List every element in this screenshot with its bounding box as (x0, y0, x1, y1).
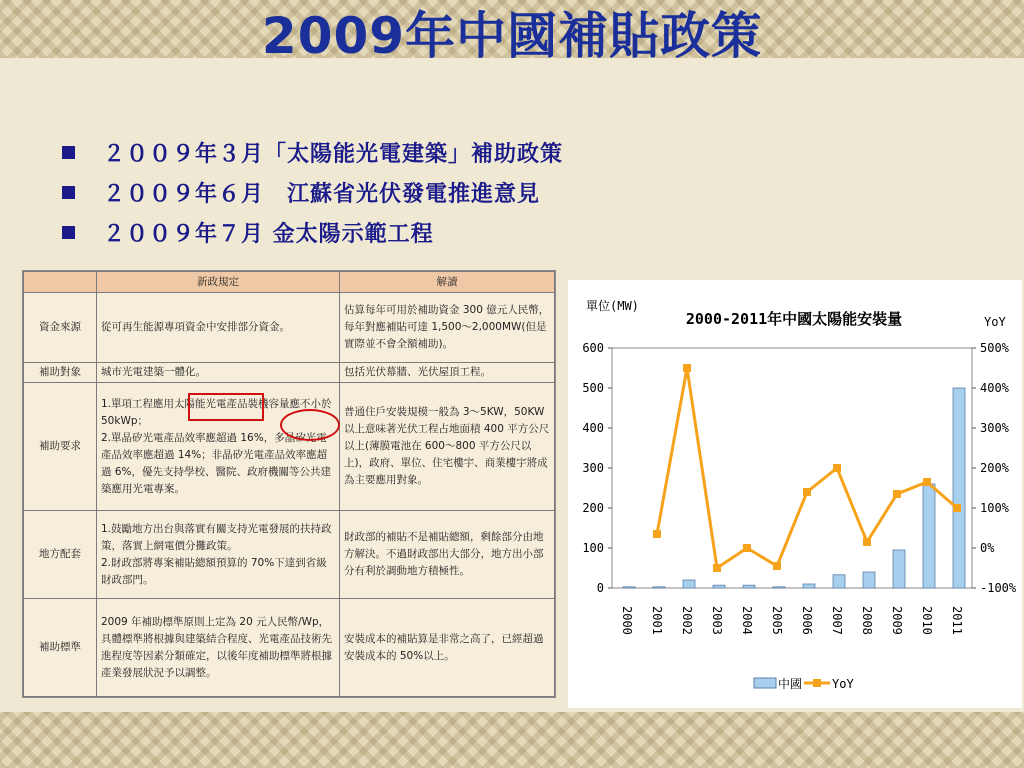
y2-tick-label: 500% (980, 341, 1009, 355)
bar-2003 (713, 585, 725, 588)
y-tick-label: 400 (582, 421, 604, 435)
row-label: 資金來源 (24, 293, 97, 363)
note-cell: 包括光伏幕牆、光伏屋頂工程。 (340, 363, 555, 383)
rule-cell: 城市光電建築一體化。 (97, 363, 340, 383)
bar-2010 (923, 484, 935, 588)
header-cell: 新政規定 (97, 272, 340, 293)
y-axis-label: 單位(MW) (586, 299, 639, 313)
policy-table (22, 270, 556, 698)
yoy-point-2005 (773, 562, 781, 570)
bar-2009 (893, 550, 905, 588)
square-bullet-icon (62, 146, 75, 159)
y-tick-label: 100 (582, 541, 604, 555)
bar-2007 (833, 575, 845, 588)
x-tick-label: 2011 (950, 606, 964, 635)
legend-bar-swatch (754, 678, 776, 688)
bar-2011 (953, 388, 965, 588)
yoy-point-2006 (803, 488, 811, 496)
legend-label: YoY (832, 677, 854, 691)
y2-tick-label: 200% (980, 461, 1009, 475)
yoy-point-2007 (833, 464, 841, 472)
yoy-point-2011 (953, 504, 961, 512)
bullet-item (62, 172, 563, 212)
table-header-row (24, 272, 555, 293)
note-cell: 普通住戶安裝規模一般為 3～5KW，50KW 以上意味著光伏工程占地面積 400 平方公尺以上(薄膜電池在 600～800 平方公尺以上)，政府、單位、住宅樓宇、商業樓宇將成為主要應用對象。 (340, 383, 555, 511)
y-tick-label: 500 (582, 381, 604, 395)
bar-2008 (863, 572, 875, 588)
bar-2000 (623, 587, 635, 588)
bullet-text: ２００９年３月「太陽能光電建築」補助政策 (103, 141, 564, 167)
x-tick-label: 2002 (680, 606, 694, 635)
x-tick-label: 2006 (800, 606, 814, 635)
note-cell: 估算每年可用於補助資金 300 億元人民幣，每年對應補貼可達 1,500～2,000MW(但是實際並不會全額補助)。 (340, 293, 555, 363)
bar-2004 (743, 585, 755, 588)
bullet-item (62, 132, 563, 172)
yoy-point-2003 (713, 564, 721, 572)
bar-2006 (803, 584, 815, 588)
table-row (24, 293, 555, 363)
y-tick-label: 300 (582, 461, 604, 475)
yoy-point-2004 (743, 544, 751, 552)
y2-tick-label: 0% (980, 541, 995, 555)
y-tick-label: 200 (582, 501, 604, 515)
bullet-text: ２００９年７月 金太陽示範工程 (103, 221, 434, 247)
note-cell: 財政部的補貼不是補貼總額，剩餘部分由地方解決。不過財政部出大部分，地方出小部分有利於調動地方積極性。 (340, 511, 555, 599)
yoy-point-2001 (653, 530, 661, 538)
bar-2001 (653, 587, 665, 588)
y-tick-label: 0 (596, 581, 604, 595)
plot-frame (612, 348, 972, 588)
bullet-list (62, 132, 563, 252)
x-tick-label: 2009 (890, 606, 904, 635)
bullet-item (62, 212, 563, 252)
yoy-point-2009 (893, 490, 901, 498)
y2-tick-label: 400% (980, 381, 1009, 395)
x-tick-label: 2003 (710, 606, 724, 635)
yoy-line (657, 368, 957, 568)
yoy-point-2002 (683, 364, 691, 372)
rule-cell: 1.鼓勵地方出台與落實有關支持光電發展的扶持政策，落實上網電價分攤政策。 2.財政部將專案補貼總額預算的 70%下達到省級財政部門。 (97, 511, 340, 599)
table-row (24, 599, 555, 697)
y2-tick-label: 100% (980, 501, 1009, 515)
red-rectangle-highlight (188, 393, 264, 421)
row-label: 補助對象 (24, 363, 97, 383)
bottom-pattern-band (0, 712, 1024, 768)
legend-label: 中國 (778, 677, 803, 691)
x-tick-label: 2008 (860, 606, 874, 635)
y2-axis-label: YoY (984, 315, 1006, 329)
row-label: 補助標準 (24, 599, 97, 697)
square-bullet-icon (62, 226, 75, 239)
slide-title: 2009年中國補貼政策 (261, 7, 763, 65)
table-row (24, 511, 555, 599)
yoy-point-2010 (923, 478, 931, 486)
chart-svg (568, 280, 1022, 708)
rule-cell: 從可再生能源專項資金中安排部分資金。 (97, 293, 340, 363)
y2-tick-label: -100% (980, 581, 1017, 595)
legend-line-marker (813, 679, 821, 687)
x-tick-label: 2007 (830, 606, 844, 635)
y2-tick-label: 300% (980, 421, 1009, 435)
square-bullet-icon (62, 186, 75, 199)
solar-install-chart (568, 280, 1022, 708)
note-cell: 安裝成本的補貼算是非常之高了，已經超過安裝成本的 50%以上。 (340, 599, 555, 697)
row-label: 地方配套 (24, 511, 97, 599)
table-row (24, 363, 555, 383)
bar-2002 (683, 580, 695, 588)
red-ellipse-highlight (280, 409, 340, 441)
x-tick-label: 2010 (920, 606, 934, 635)
x-tick-label: 2000 (620, 606, 634, 635)
header-cell: 解讀 (340, 272, 555, 293)
x-tick-label: 2001 (650, 606, 664, 635)
bullet-text: ２００９年６月 江蘇省光伏發電推進意見 (103, 181, 541, 207)
y-tick-label: 600 (582, 341, 604, 355)
table-row (24, 383, 555, 511)
header-cell (24, 272, 97, 293)
row-label: 補助要求 (24, 383, 97, 511)
rule-cell: 2009 年補助標準原則上定為 20 元人民幣/Wp，具體標準將根據與建築結合程度、光電產品技術先進程度等因素分類確定，以後年度補助標準將根據產業發展狀況予以調整。 (97, 599, 340, 697)
x-tick-label: 2004 (740, 606, 754, 635)
yoy-point-2008 (863, 538, 871, 546)
bar-2005 (773, 587, 785, 588)
x-tick-label: 2005 (770, 606, 784, 635)
rule-cell: 1.單項工程應用太陽能光電產品裝機容量應不小於 50kWp； 2.單晶矽光電產品效率應超過 16%，多晶矽光電產品效率應超過 14%；非晶矽光電產品效率應超過 6%，優先支持學校、醫院、政府機關等公共建築應用光電專案。 (97, 383, 340, 511)
chart-title: 2000-2011年中國太陽能安裝量 (685, 310, 903, 328)
